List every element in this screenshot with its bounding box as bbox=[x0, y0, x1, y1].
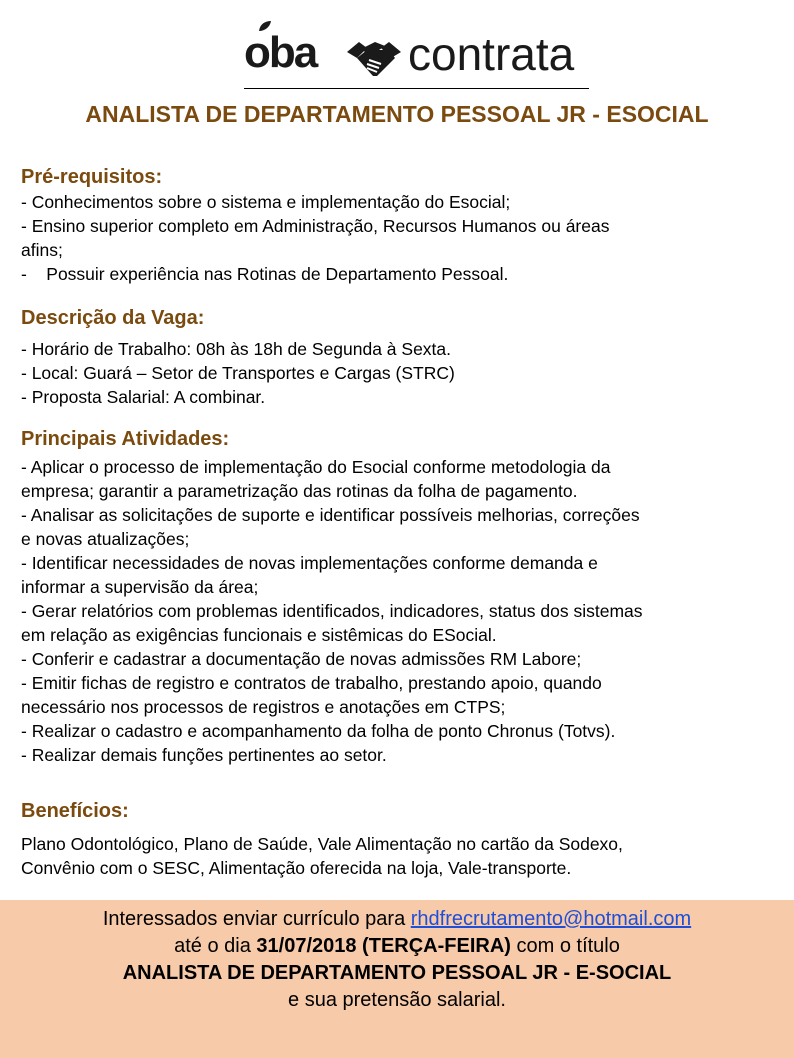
logo-underline bbox=[244, 88, 589, 89]
job-title: ANALISTA DE DEPARTAMENTO PESSOAL JR - ESOCIAL bbox=[85, 101, 709, 127]
banner-text: até o dia bbox=[174, 935, 257, 957]
list-item: empresa; garantir a parametrização das rotinas da folha de pagamento. bbox=[21, 481, 578, 501]
handshake-icon bbox=[345, 36, 403, 80]
list-item: em relação as exigências funcionais e sistêmicas do ESocial. bbox=[21, 625, 497, 645]
list-item: - Analisar as solicitações de suporte e identificar possíveis melhorias, correções bbox=[21, 505, 640, 525]
banner-line-3 bbox=[0, 960, 794, 987]
description-heading: Descrição da Vaga: bbox=[21, 307, 205, 329]
list-item: necessário nos processos de registros e anotações em CTPS; bbox=[21, 697, 506, 717]
list-item: afins; bbox=[21, 240, 63, 260]
list-item: - Realizar o cadastro e acompanhamento da folha de ponto Chronus (Totvs). bbox=[21, 721, 616, 741]
email-link[interactable]: rhdfrecrutamento@hotmail.com bbox=[410, 908, 692, 930]
list-item: Plano Odontológico, Plano de Saúde, Vale Alimentação no cartão da Sodexo, bbox=[21, 834, 623, 854]
list-item: Convênio com o SESC, Alimentação oferecida na loja, Vale-transporte. bbox=[21, 858, 572, 878]
list-item: - Identificar necessidades de novas implementações conforme demanda e bbox=[21, 553, 598, 573]
list-item: - Gerar relatórios com problemas identificados, indicadores, status dos sistemas bbox=[21, 601, 643, 621]
banner-line-1 bbox=[0, 906, 794, 933]
logo-tagline-text: contrata bbox=[408, 28, 575, 80]
list-item: - Proposta Salarial: A combinar. bbox=[21, 387, 266, 407]
banner-line-2 bbox=[0, 933, 794, 960]
banner-line-4: e sua pretensão salarial. bbox=[288, 989, 506, 1011]
list-item: - Conferir e cadastrar a documentação de novas admissões RM Labore; bbox=[21, 649, 582, 669]
oba-contrata-logo bbox=[244, 26, 589, 88]
logo-brand-text: oba bbox=[244, 28, 317, 77]
prerequisites-list bbox=[21, 190, 781, 286]
banner-text: com o título bbox=[510, 935, 620, 957]
benefits-list bbox=[21, 832, 781, 880]
list-item: - Horário de Trabalho: 08h às 18h de Segunda à Sexta. bbox=[21, 339, 452, 359]
list-item: e novas atualizações; bbox=[21, 529, 190, 549]
list-item: - Emitir fichas de registro e contratos de trabalho, prestando apoio, quando bbox=[21, 673, 602, 693]
list-item: - Realizar demais funções pertinentes ao setor. bbox=[21, 745, 387, 765]
prerequisites-heading: Pré-requisitos: bbox=[21, 166, 163, 188]
email-subject: ANALISTA DE DEPARTAMENTO PESSOAL JR - E-SOCIAL bbox=[122, 962, 672, 984]
activities-list bbox=[21, 455, 781, 767]
description-list bbox=[21, 337, 781, 409]
list-item: - Conhecimentos sobre o sistema e implementação do Esocial; bbox=[21, 192, 511, 212]
benefits-heading: Benefícios: bbox=[21, 800, 129, 822]
banner-text: Interessados enviar currículo para bbox=[102, 908, 411, 930]
list-item: - Ensino superior completo em Administração, Recursos Humanos ou áreas bbox=[21, 216, 610, 236]
list-item: informar a supervisão da área; bbox=[21, 577, 259, 597]
deadline-date: 31/07/2018 (TERÇA-FEIRA) bbox=[256, 935, 511, 957]
application-banner bbox=[0, 900, 794, 1058]
list-item: - Aplicar o processo de implementação do Esocial conforme metodologia da bbox=[21, 457, 611, 477]
activities-heading: Principais Atividades: bbox=[21, 428, 230, 450]
list-item: - Local: Guará – Setor de Transportes e Cargas (STRC) bbox=[21, 363, 455, 383]
list-item: - Possuir experiência nas Rotinas de Departamento Pessoal. bbox=[21, 264, 509, 284]
